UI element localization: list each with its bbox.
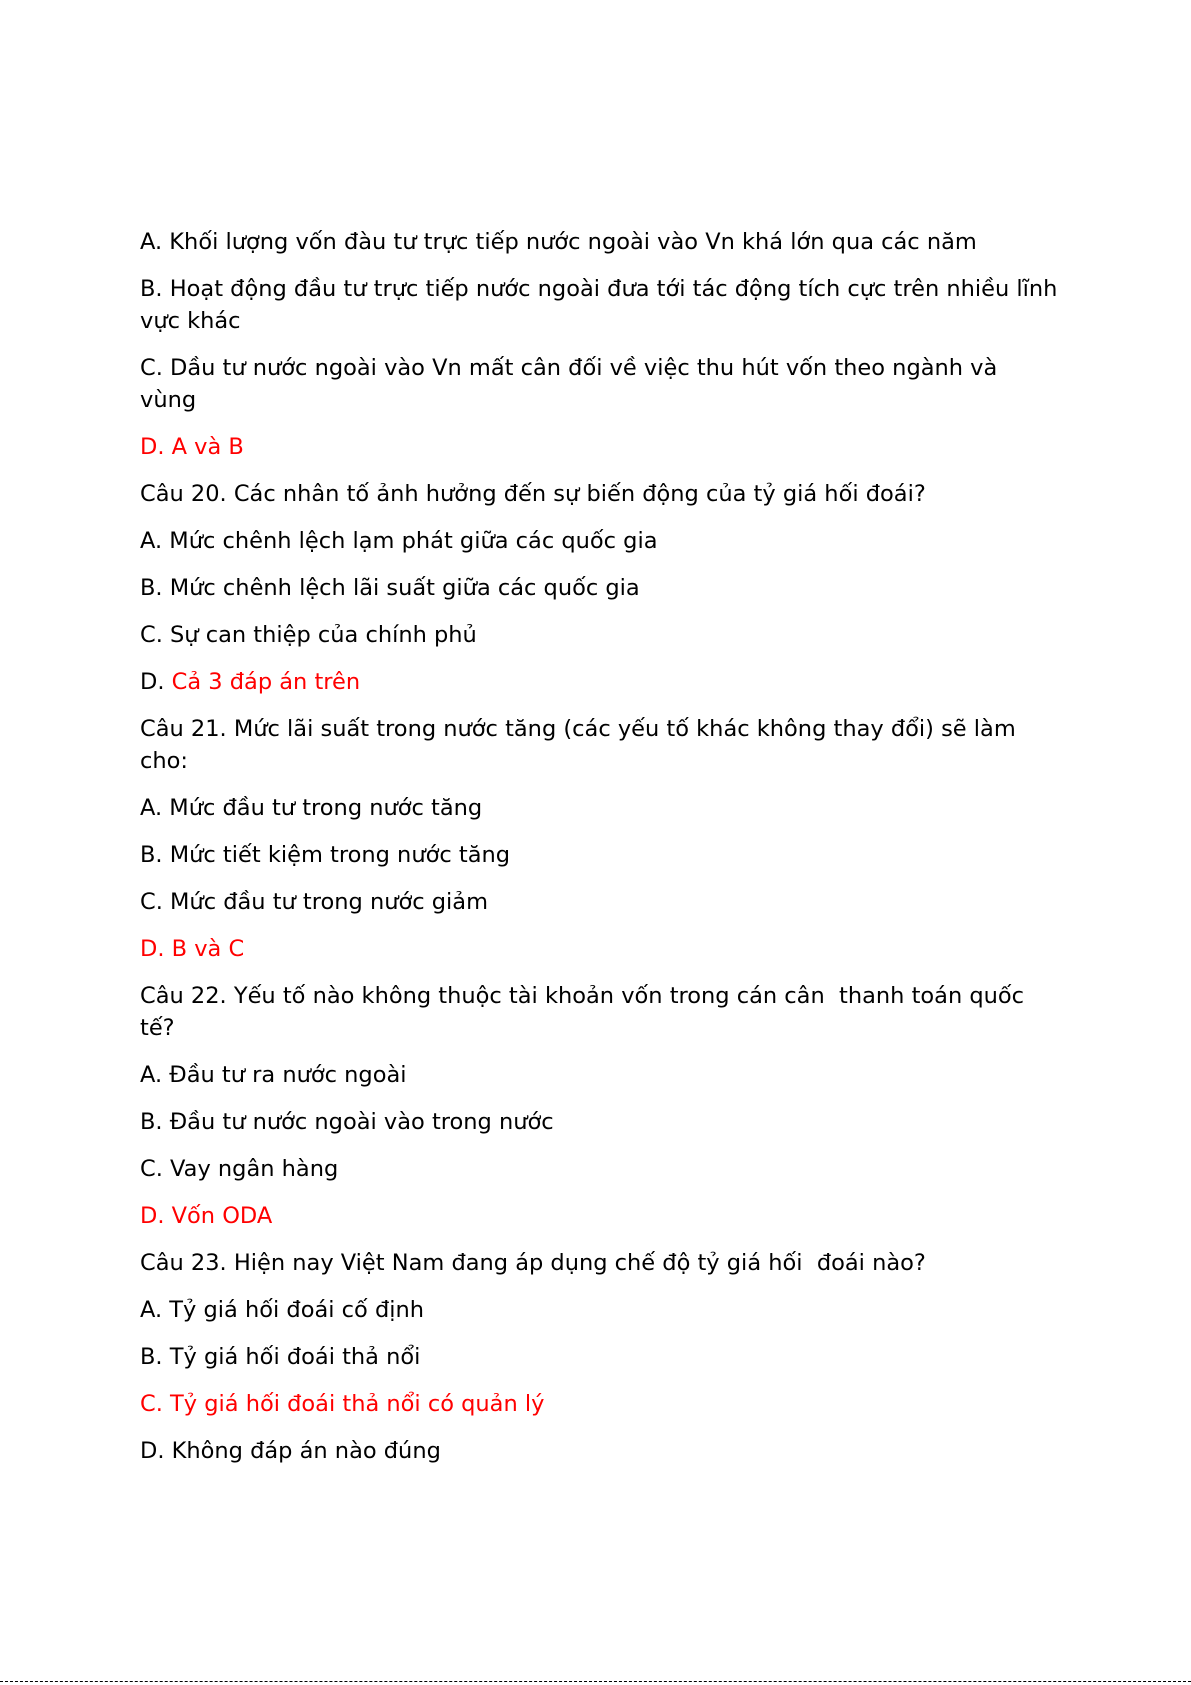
answer-option: B. Đầu tư nước ngoài vào trong nước (140, 1109, 554, 1135)
option-letter: D. (140, 669, 172, 695)
question-20: Câu 20. Các nhân tố ảnh hưởng đến sự biến động của tỷ giá hối đoái? (140, 481, 926, 507)
answer-option (140, 666, 1060, 698)
answer-option: B. Mức chênh lệch lãi suất giữa các quốc gia (140, 575, 640, 601)
question-21: Câu 21. Mức lãi suất trong nước tăng (các yếu tố khác không thay đổi) sẽ làm cho: (140, 716, 1023, 774)
question-22: Câu 22. Yếu tố nào không thuộc tài khoản vốn trong cán cân thanh toán quốc tế? (140, 983, 1032, 1041)
answer-option: A. Tỷ giá hối đoái cố định (140, 1297, 424, 1323)
question-23: Câu 23. Hiện nay Việt Nam đang áp dụng chế độ tỷ giá hối đoái nào? (140, 1250, 926, 1276)
correct-answer: D. A và B (140, 434, 244, 460)
page-bottom-divider (0, 1681, 1191, 1682)
answer-option: C. Mức đầu tư trong nước giảm (140, 889, 489, 915)
answer-option: A. Đầu tư ra nước ngoài (140, 1062, 407, 1088)
correct-answer: Cả 3 đáp án trên (171, 669, 361, 695)
answer-option: A. Mức đầu tư trong nước tăng (140, 795, 483, 821)
document-body (140, 226, 1065, 1482)
answer-option: B. Hoạt động đầu tư trực tiếp nước ngoài đưa tới tác động tích cực trên nhiều lĩnh vực khác (140, 276, 1065, 334)
answer-option: B. Tỷ giá hối đoái thả nổi (140, 1344, 421, 1370)
answer-option: C. Sự can thiệp của chính phủ (140, 622, 477, 648)
answer-option: C. Dầu tư nước ngoài vào Vn mất cân đối về việc thu hút vốn theo ngành và vùng (140, 355, 1005, 413)
answer-option: B. Mức tiết kiệm trong nước tăng (140, 842, 511, 868)
answer-option: A. Mức chênh lệch lạm phát giữa các quốc gia (140, 528, 658, 554)
answer-option: A. Khối lượng vốn đàu tư trực tiếp nước ngoài vào Vn khá lớn qua các năm (140, 229, 977, 255)
answer-option: D. Không đáp án nào đúng (140, 1438, 441, 1464)
correct-answer: C. Tỷ giá hối đoái thả nổi có quản lý (140, 1391, 545, 1417)
correct-answer: D. B và C (140, 936, 245, 962)
answer-option: C. Vay ngân hàng (140, 1156, 339, 1182)
correct-answer: D. Vốn ODA (140, 1203, 273, 1229)
